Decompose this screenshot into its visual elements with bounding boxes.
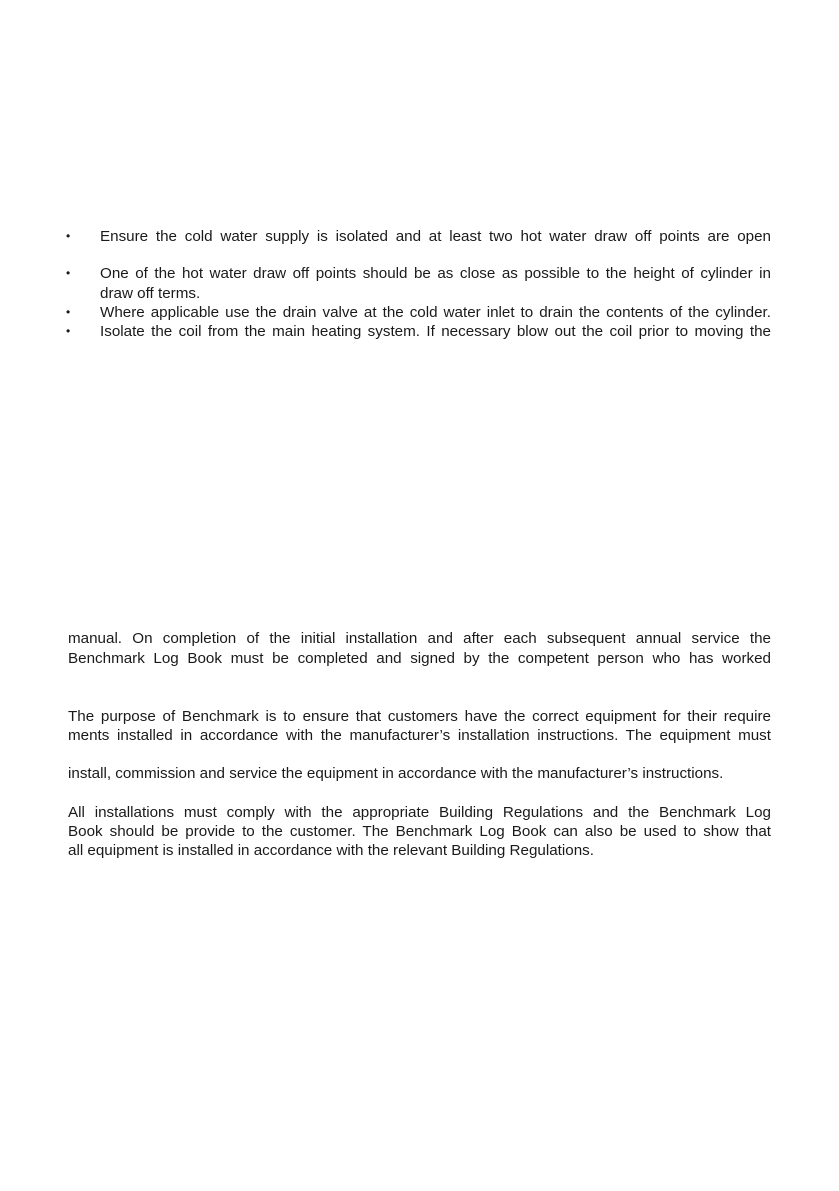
list-item-text: One of the hot water draw off points should be as close as possible to the height of cylinder in <box>100 265 771 282</box>
bullet-icon: • <box>66 266 71 280</box>
list-item-text: Where applicable use the drain valve at the cold water inlet to drain the contents of the cylinder. <box>100 304 771 321</box>
paragraph-line: ments installed in accordance with the manufacturer’s installation instructions. The equipment must <box>68 727 771 744</box>
paragraph-line: manual. On completion of the initial installation and after each subsequent annual service the <box>68 630 771 647</box>
paragraph-line: install, commission and service the equipment in accordance with the manufacturer’s instructions. <box>68 765 724 782</box>
paragraph-line: all equipment is installed in accordance with the relevant Building Regulations. <box>68 842 594 859</box>
paragraph-line: The purpose of Benchmark is to ensure that customers have the correct equipment for their require <box>68 708 771 725</box>
bullet-icon: • <box>66 305 71 319</box>
paragraph-line: Book should be provide to the customer. The Benchmark Log Book can also be used to show that <box>68 823 771 840</box>
list-item-text: Isolate the coil from the main heating system. If necessary blow out the coil prior to moving the <box>100 323 771 340</box>
bullet-icon: • <box>66 229 71 243</box>
bullet-icon: • <box>66 324 71 338</box>
paragraph-line: All installations must comply with the appropriate Building Regulations and the Benchmark Log <box>68 804 771 821</box>
list-item-text: Ensure the cold water supply is isolated and at least two hot water draw off points are open <box>100 228 771 245</box>
paragraph-line: Benchmark Log Book must be completed and signed by the competent person who has worked <box>68 650 771 667</box>
list-item-text: draw off terms. <box>100 285 201 302</box>
